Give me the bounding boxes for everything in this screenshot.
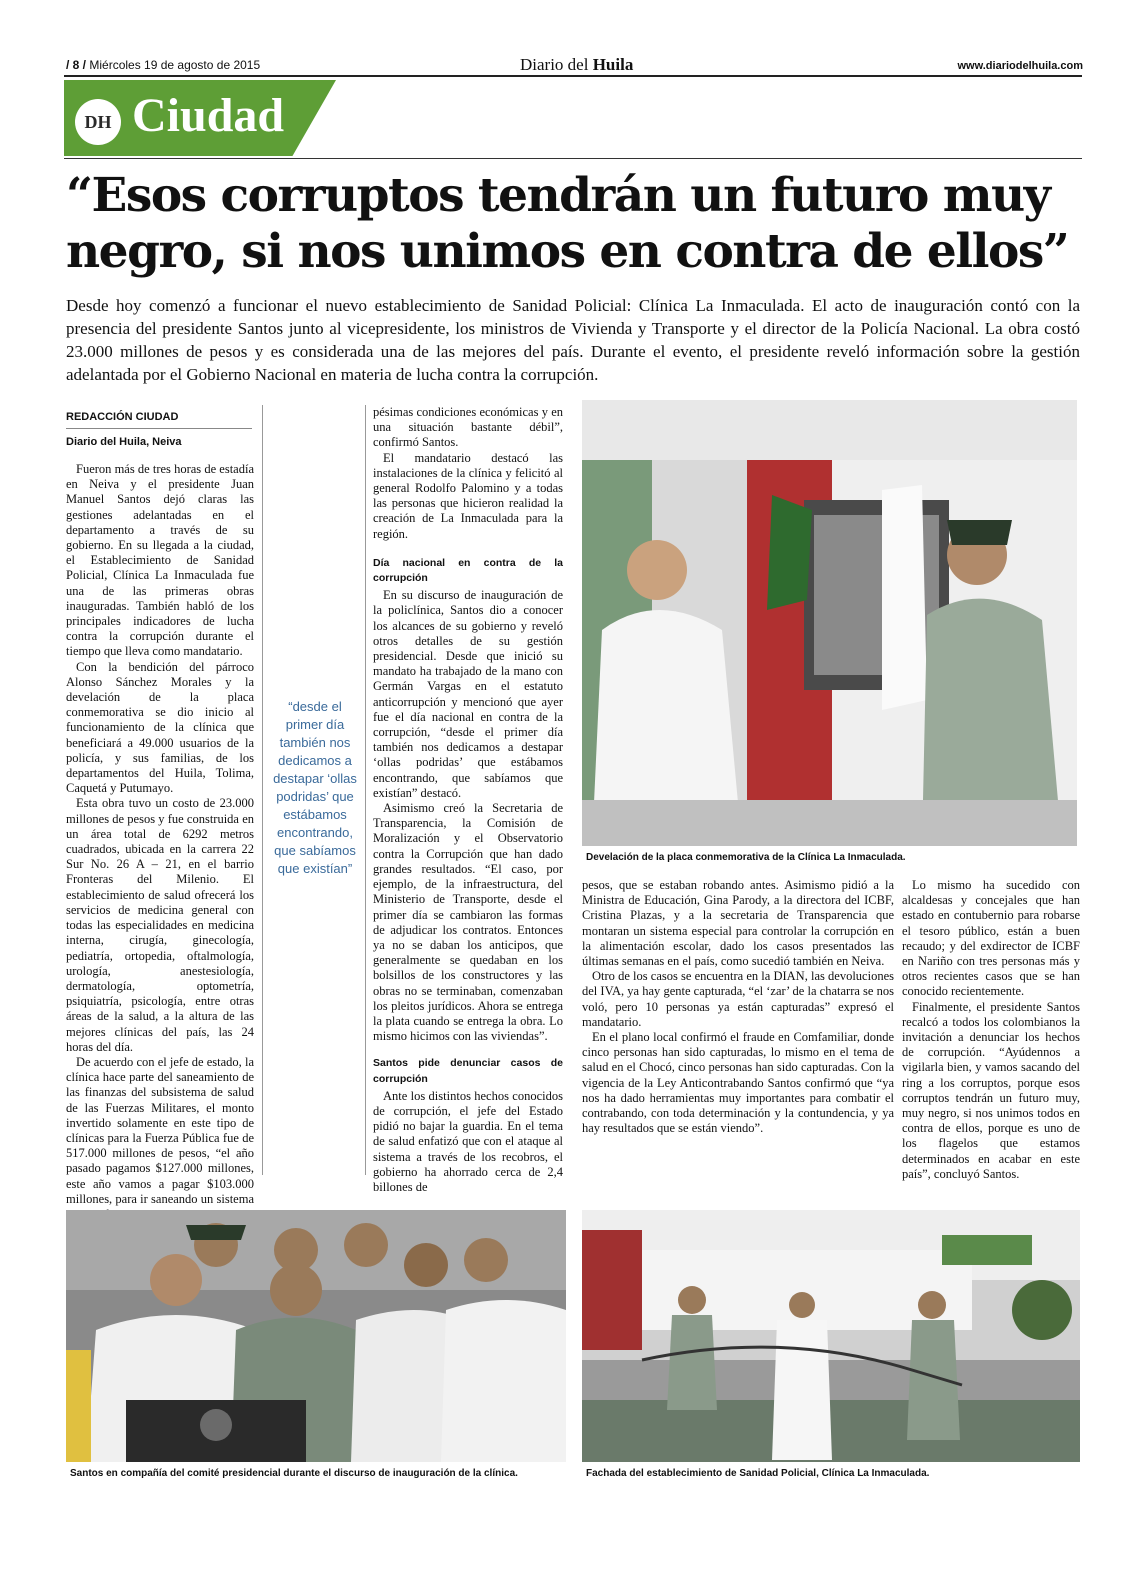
paragraph: Finalmente, el presidente Santos recalcó a todos los colombianos la invitación a denunciar los hechos de corrupción. “Ayúdennos a vigilarla bien, y vamos sacando del ring a los corruptos, porque esos corruptos tendrán un futuro muy, muy negro, si nos unimos todos en contra de ellos, porque es uno de los flagelos que estamos determinados en acabar en este país”, concluyó Santos. [902,999,1080,1181]
masthead [520,55,633,75]
article-column-2 [373,405,563,1195]
byline-rule [66,428,252,429]
article-column-1 [66,462,254,1222]
paragraph: Con la bendición del párroco Alonso Sánchez Morales y la develación de la placa conmemorativa se dio inicio al funcionamiento de la clínica que beneficiará a 49.000 usuarios de la policía, y sus familias, de los departamentos del Huila, Tolima, Caquetá y Putumayo. [66,659,254,796]
photo-santos-speech [66,1210,566,1462]
page-header-left [66,58,260,72]
paragraph: pesos, que se estaban robando antes. Asimismo pidió a la Ministra de Educación, Gina Parody, a la directora del ICBF, Cristina Plazas, y a la secretaria de Transparencia que montaran un sistema especial para controlar la corrupción en la alimentación escolar, dado los casos presentados las últimas semanas en el país, como sucedió también en Neiva. [582,878,894,969]
photo-clinic-facade-image [582,1210,1080,1462]
paragraph: Otro de los casos se encuentra en la DIAN, las devoluciones del IVA, ya hay gente capturada, “el ‘zar’ de la chatarra se nos voló, pero 10 personas ya están capturadas” expresó el mandatario. [582,969,894,1029]
subheading: Día nacional en contra de la corrupción [373,556,563,585]
paragraph: De acuerdo con el jefe de estado, la clínica hace parte del saneamiento de las finanzas del subsistema de salud de las Fuerzas Militares, el monto invertido solamente en este tipo de clínicas para la Fuerza Pública fue de 517.000 millones de pesos, “el año pasado pagamos $127.000 millones, este año vamos a pagar $103.000 millones, para ir saneando un sistema [66,1054,254,1206]
column-divider [365,405,366,1175]
page-number: / 8 / [66,58,87,72]
paragraph: Lo mismo ha sucedido con alcaldesas y concejales que han estado en contubernio para robarse el tesoro público, están a buen recaudo; y del exdirector de ICBF en Nariño con tres personas más y otros recientes casos que se han conocido recientemente. [902,878,1080,999]
photo-caption: Santos en compañía del comité presidencial durante el discurso de inauguración de la clínica. [70,1468,518,1479]
article-column-4 [902,878,1080,1182]
photo-plaque-unveiling-image [582,400,1077,846]
subheading: Santos pide denunciar casos de corrupción [373,1057,563,1085]
section-rule [64,158,1082,159]
paragraph: En el plano local confirmó el fraude en Comfamiliar, donde cinco personas han sido capturadas, lo mismo en el tema de salud en el Chocó, cinco personas han sido capturadas. Con la vigencia de la Ley Anticontrabando Santos confirmó que “ya nos ha dado herramientas muy importantes para combatir el contrabando, con toda determinación y la contundencia, y ya hay resultados que se están viendo”. [582,1030,894,1136]
masthead-prefix: Diario del [520,55,593,74]
header-rule [64,75,1082,77]
paragraph: En su discurso de inauguración de la policlínica, Santos dio a conocer los alcances de su gobierno y reveló otros detalles de su gestión presidencial. Desde que inició su mandato ha trabajado de la mano con Germán Vargas en el estatuto anticorrupción y mencionó que ayer fue el día nacional en contra de la corrupción, “desde el primer día también nos dedicamos a destapar ‘ollas podridas’ que estábamos encontrando, que sabíamos que existían” destacó. [373,588,563,800]
paragraph: Ante los distintos hechos conocidos de corrupción, el jefe del Estado pidió no bajar la guardia. En el tema de salud enfatizó que con el ataque al sistema a través de los recobros, el gobierno ha ahorrado cerca de 2,4 billones de [373,1088,563,1194]
dateline-place: Diario del Huila, Neiva [66,436,182,448]
lead-paragraph: Desde hoy comenzó a funcionar el nuevo establecimiento de Sanidad Policial: Clínica La Inmaculada. El acto de inauguración contó con la presencia del presidente Santos junto al vicepresidente, los ministros de Vivienda y Transporte y el director de la Policía Nacional. La obra costó 23.000 millones de pesos y es considerada una de las mejores del país. Durante el evento, el presidente reveló información sobre la gestión adelantada por el Gobierno Nacional en materia de lucha contra la corrupción. [66,296,1080,384]
paragraph: Fueron más de tres horas de estadía en Neiva y el presidente Juan Manuel Santos dejó claras las gestiones adelantadas en el departamento a través de su gobierno. En su llegada a la ciudad, el Establecimiento de Sanidad Policial, Clínica La Inmaculada fue una de las primeras obras inauguradas. También habló de los principales indicadores de lucha contra la corrupción durante el tiempo que lleva como mandatario. [66,462,254,659]
pull-quote: “desde el primer día también nos dedicamos a destapar ‘ollas podridas’ que estábamos encontrando, que sabíamos que existían” [273,699,357,876]
photo-caption: Fachada del establecimiento de Sanidad Policial, Clínica La Inmaculada. [586,1468,930,1479]
website-url: www.diariodelhuila.com [957,60,1083,72]
paragraph: Asimismo creó la Secretaria de Transparencia, la Comisión de Moralización y el Observatorio contra la Corrupción que han dado grandes resultados. “El caso, por ejemplo, de la infraestructura, del Ministerio de Transporte, desde el primer día se cambiaron las formas de adjudicar los contratos. Entonces ya no se daban los anticipos, que generalmente se quedaban en los bolsillos de los constructores y las obras no se terminaban, comenzaban los pleitos jurídicos. Ahora se entrega la plata cuando se entrega la obra. Lo mismo hicimos con las viviendas”. [373,801,563,1044]
paragraph: El mandatario destacó las instalaciones de la clínica y felicitó al general Rodolfo Palomino y a todas las personas que hicieron realidad la creación de La Inmaculada para la región. [373,450,563,541]
section-logo: DH [75,99,121,145]
article-column-3 [582,878,894,1136]
paragraph: pésimas condiciones económicas y en una situación bastante débil”, confirmó Santos. [373,405,563,450]
issue-date: Miércoles 19 de agosto de 2015 [89,58,261,72]
section-title: Ciudad [132,89,285,142]
photo-clinic-facade [582,1210,1080,1462]
column-divider [262,405,263,1175]
masthead-bold: Huila [592,55,634,74]
paragraph: Esta obra tuvo un costo de 23.000 millones de pesos y fue construida en un área total de 6292 metros cuadrados, ubicada en la carrera 22 Sur No. 26 A – 21, en el barrio Fronteras del Milenio. El establecimiento de salud ofrecerá los servicios de medicina general con todas las especialidades en medicina interna, cirugía, ginecología, pediatría, ortopedia, oftalmología, urología, anestesiología, dermatología, optometría, psiquiatría, psicología, entre otras áreas de la salud, a la altura de las mejores clínicas del país, las 24 horas del día. [66,796,254,1054]
byline: REDACCIÓN CIUDAD [66,411,179,423]
photo-santos-speech-image [66,1210,566,1462]
photo-plaque-unveiling [582,400,1077,846]
photo-caption: Develación de la placa conmemorativa de la Clínica La Inmaculada. [586,852,906,863]
headline: “Esos corruptos tendrán un futuro muy negro, si nos unimos en contra de ellos” [66,168,1069,279]
